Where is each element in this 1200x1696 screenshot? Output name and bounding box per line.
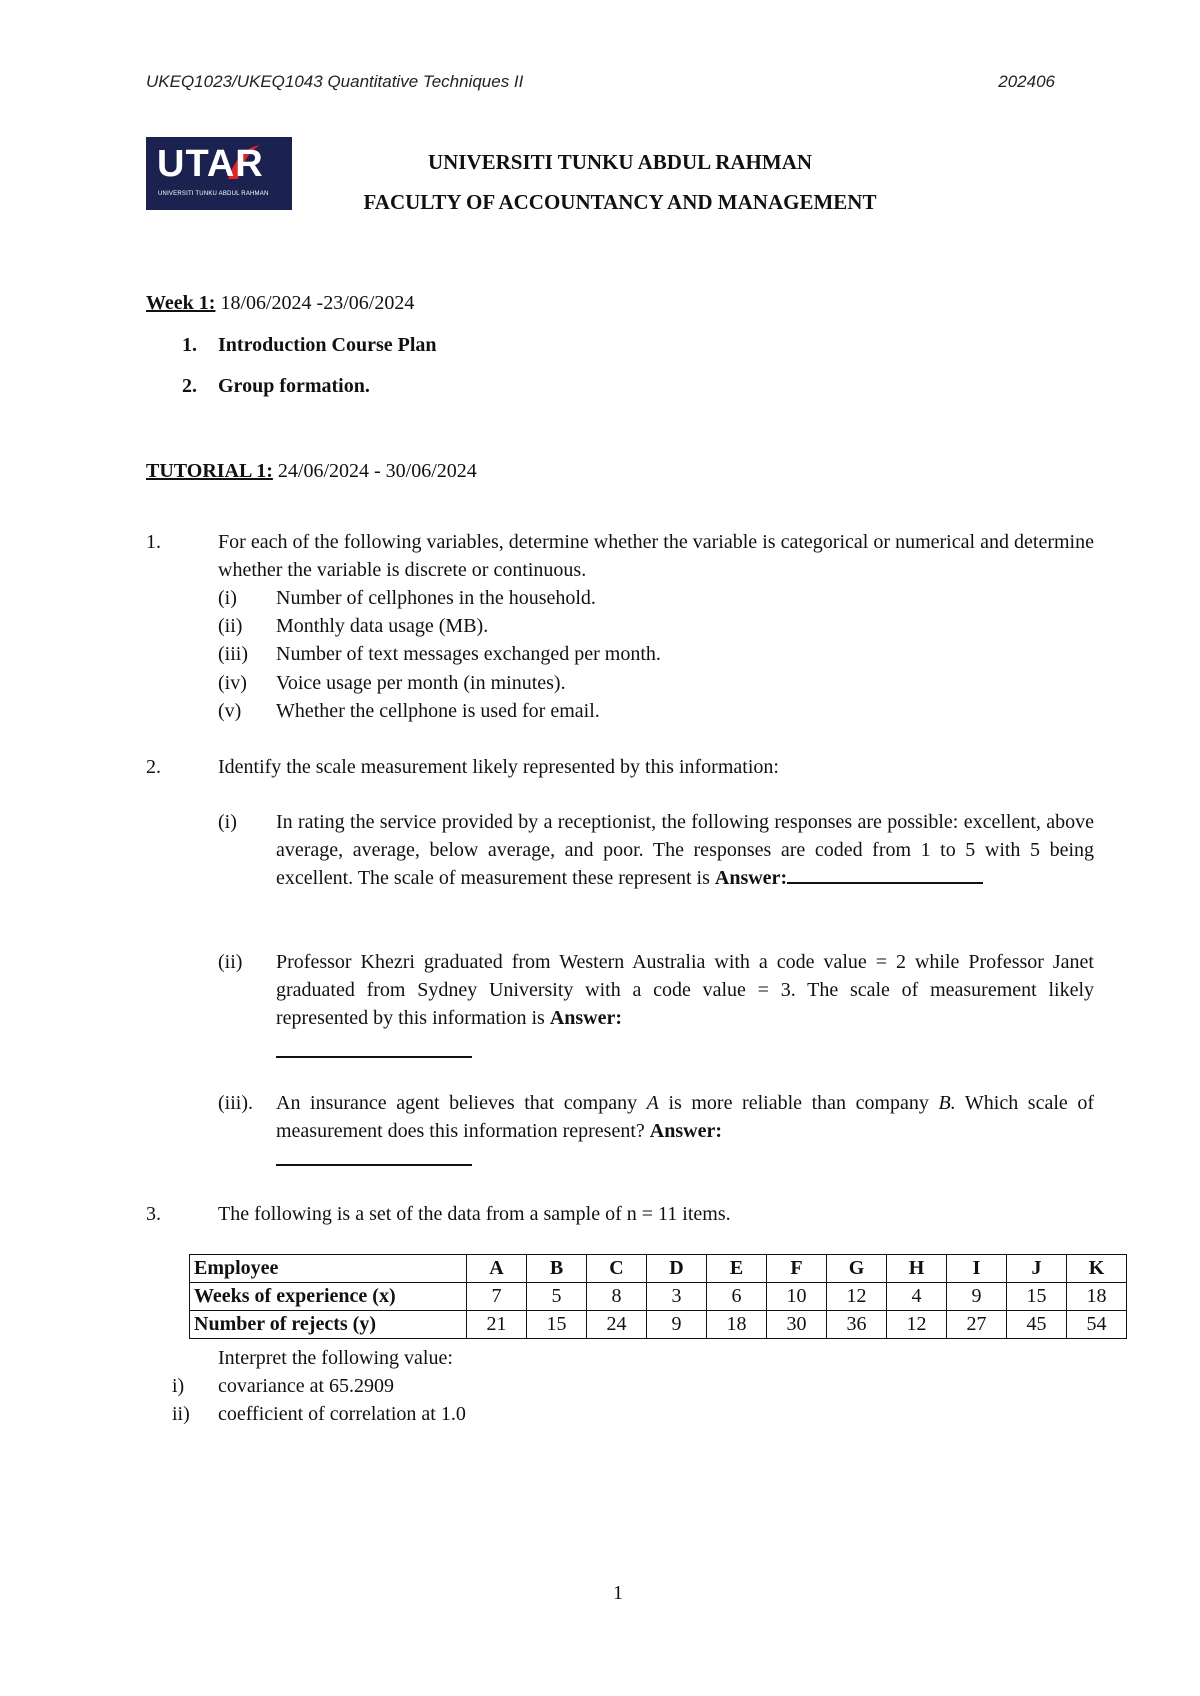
q2-part-3 [276, 1089, 1094, 1145]
q2-part-1 [276, 808, 1094, 892]
answer-label: Answer: [549, 1007, 623, 1029]
table-cell: 9 [647, 1311, 707, 1339]
running-header-course: UKEQ1023/UKEQ1043 Quantitative Techniques II [146, 72, 524, 91]
tutorial-label: TUTORIAL 1: [146, 460, 273, 482]
page-number: 1 [613, 1582, 623, 1604]
table-cell: 12 [827, 1283, 887, 1311]
table-cell: 10 [767, 1283, 827, 1311]
tutorial-line [146, 457, 477, 485]
week1-line [146, 289, 414, 317]
table-cell: 18 [1067, 1283, 1127, 1311]
q3-text: The following is a set of the data from a sample of n = 11 items. [218, 1203, 731, 1225]
table-cell: 15 [1007, 1283, 1067, 1311]
table-cell: 54 [1067, 1311, 1127, 1339]
answer-blank-line [276, 1146, 472, 1174]
q2-part-2-text: Professor Khezri graduated from Western Australia with a code value = 2 while Professor Janet graduated from Sydney University with a code value = 3. The scale of measurement likely represented by this information is [276, 951, 1094, 1029]
table-cell: 45 [1007, 1311, 1067, 1339]
university-title: UNIVERSITI TUNKU ABDUL RAHMAN [427, 150, 813, 174]
table-header-row [190, 1255, 1127, 1283]
q3-number: 3. [146, 1203, 161, 1225]
q2-number: 2. [146, 756, 161, 778]
table-header-cell: B [527, 1255, 587, 1283]
table-header-cell: A [467, 1255, 527, 1283]
table-header-cell: E [707, 1255, 767, 1283]
q2-text: Identify the scale measurement likely represented by this information: [218, 756, 779, 778]
q2-part-label: (iii). [218, 1092, 253, 1114]
q1-item-label: (ii) [218, 615, 243, 637]
q3-interpret: Interpret the following value: [218, 1347, 453, 1369]
q2-part-label: (i) [218, 811, 237, 833]
data-table [189, 1254, 1127, 1339]
week1-label: Week 1: [146, 292, 216, 314]
table-header-cell: C [587, 1255, 647, 1283]
table-cell: 36 [827, 1311, 887, 1339]
week1-item-1: Introduction Course Plan [218, 334, 437, 356]
table-cell: 8 [587, 1283, 647, 1311]
answer-label: Answer: [649, 1120, 722, 1142]
answer-blank[interactable] [276, 1040, 472, 1058]
table-cell: 9 [947, 1283, 1007, 1311]
table-cell: 15 [527, 1311, 587, 1339]
answer-blank[interactable] [787, 866, 983, 884]
table-header-cell: J [1007, 1255, 1067, 1283]
week1-item-number-2: 2. [182, 375, 197, 397]
q1-text: For each of the following variables, determine whether the variable is categorical or numerical and determine whether the variable is discrete or continuous. [218, 531, 1094, 581]
q1-item-label: (iii) [218, 643, 248, 665]
table-cell: 24 [587, 1311, 647, 1339]
table-cell: 5 [527, 1283, 587, 1311]
week1-dates: 18/06/2024 -23/06/2024 [215, 292, 415, 314]
q1-item-text: Voice usage per month (in minutes). [276, 672, 566, 694]
table-cell: 3 [647, 1283, 707, 1311]
table-cell: 30 [767, 1311, 827, 1339]
table-cell: 21 [467, 1311, 527, 1339]
logo-subtext: UNIVERSITI TUNKU ABDUL RAHMAN [158, 191, 269, 197]
table-cell: 18 [707, 1311, 767, 1339]
answer-blank-line [276, 1038, 472, 1066]
table-header-cell: D [647, 1255, 707, 1283]
table-row-label: Number of rejects (y) [190, 1311, 467, 1339]
q1-item-label: (iv) [218, 672, 247, 694]
q1-item-label: (v) [218, 700, 242, 722]
q2-part-3-text: An insurance agent believes that company [276, 1092, 647, 1114]
table-cell: 4 [887, 1283, 947, 1311]
table-row-label: Weeks of experience (x) [190, 1283, 467, 1311]
faculty-title: FACULTY OF ACCOUNTANCY AND MANAGEMENT [363, 190, 877, 214]
answer-label: Answer: [714, 867, 788, 889]
q2-part-3-text: is more reliable than company [658, 1092, 939, 1114]
tutorial-dates: 24/06/2024 - 30/06/2024 [272, 460, 477, 482]
q1-item-text: Number of cellphones in the household. [276, 587, 596, 609]
q2-part-1-text: In rating the service provided by a receptionist, the following responses are possible: excellent, above average, average, below average, and poor. The responses are coded from 1 to 5 with 5 being excellent. The scale of measurement these represent is [276, 811, 1094, 889]
q1-number: 1. [146, 531, 161, 553]
running-header-session: 202406 [998, 72, 1055, 91]
table-header-cell: H [887, 1255, 947, 1283]
company-a: A [646, 1092, 659, 1114]
table-cell: 27 [947, 1311, 1007, 1339]
q2-part-3-text: Which scale of measurement does this information represent? [276, 1092, 1095, 1142]
table-row [190, 1283, 1127, 1311]
company-b: B. [938, 1092, 956, 1114]
answer-blank[interactable] [276, 1148, 472, 1166]
q1-item-text: Monthly data usage (MB). [276, 615, 489, 637]
table-header-cell: K [1067, 1255, 1127, 1283]
q1-item-text: Number of text messages exchanged per month. [276, 643, 661, 665]
table-cell: 7 [467, 1283, 527, 1311]
table-row [190, 1311, 1127, 1339]
q2-part-2 [276, 948, 1094, 1032]
table-cell: 12 [887, 1311, 947, 1339]
q2-part-label: (ii) [218, 951, 243, 973]
q3-value-label: i) [172, 1375, 185, 1397]
q3-value-label: ii) [172, 1403, 190, 1425]
table-cell: 6 [707, 1283, 767, 1311]
q1-item-label: (i) [218, 587, 237, 609]
table-header-label: Employee [190, 1255, 467, 1283]
table-header-cell: G [827, 1255, 887, 1283]
q3-value-text: covariance at 65.2909 [218, 1375, 395, 1397]
q3-value-text: coefficient of correlation at 1.0 [218, 1403, 466, 1425]
utar-logo [146, 137, 292, 210]
week1-item-number-1: 1. [182, 334, 197, 356]
table-header-cell: F [767, 1255, 827, 1283]
logo-text: UTAR [157, 143, 264, 185]
table-header-cell: I [947, 1255, 1007, 1283]
week1-item-2: Group formation. [218, 375, 370, 397]
q1-item-text: Whether the cellphone is used for email. [276, 700, 600, 722]
